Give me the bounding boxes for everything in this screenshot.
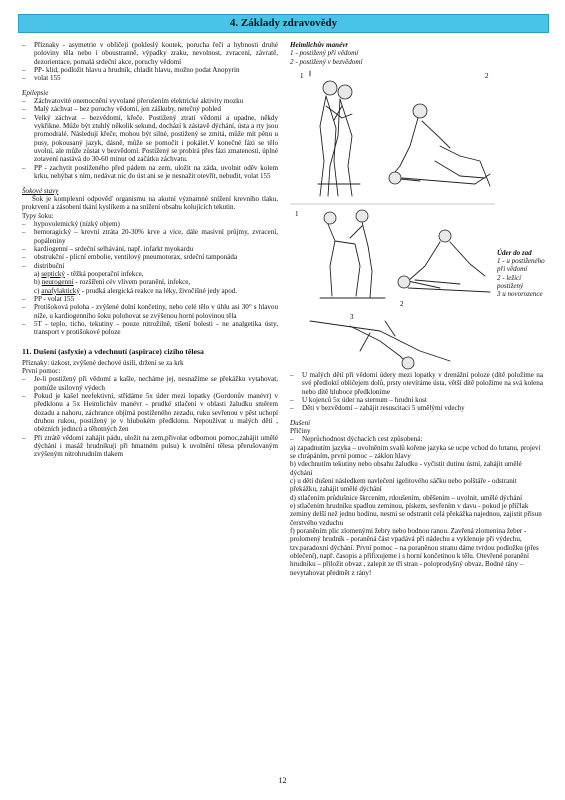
left-column: [22, 41, 278, 459]
illustration-heimlich-lying: [389, 104, 490, 186]
cause-d: d) stlačením průdušnice škrcením, rdoušením, oběšením – uvolnit, umělé dýchání: [290, 493, 523, 502]
illustration-heimlich-standing: [310, 71, 360, 196]
list-item: – hemoragický – krevní ztráta 20-30% krve a více, dále masivní průjmy, zvracení, popáleniny: [22, 228, 278, 245]
fig-label-2: 2: [485, 71, 489, 80]
list-item: – U malých dětí při vědomí údery mezi lopatky v drenážní poloze (dítě položíme na své předloktí obličejem dolů, prsty otevíráme ústa, větší dítě položíme na svá kolena nebo dítě hluboce předkloníme: [290, 371, 543, 396]
illustration-area: [290, 66, 543, 311]
suffocation-heading: Dušení: [290, 418, 311, 427]
list-item: – Při ztrátě vědomí zahájit pádu, uložit na zem,přivolat odbornou pomoc,zahájit umělé dýchání i masáž hrudníku(i při hmatném pulsu) k uvolnění tělesa přerušovaným zvýšeným nitrohrudním tlakem: [22, 434, 278, 459]
fig-label-2b: 2: [400, 299, 404, 308]
asphyxia-signs: Příznaky: úzkost, zvýšené dechové úsilí, držení se za krk: [22, 358, 184, 367]
list-item: – Děti v bezvědomí – zahájit resuscitaci 5 umělými vdechy: [290, 404, 543, 412]
subtype-c-label: c): [34, 286, 42, 295]
back-blow-line-2: 2 - ležící postižený: [497, 273, 524, 290]
shock-types-list: [22, 220, 278, 270]
children-list: [290, 371, 543, 413]
cause-c: c) u dětí dušení následkem navlečení igelitového sáčku nebo polštáře - odstranit překážku, zahájit umělé dýchání: [290, 477, 517, 494]
stroke-list: [22, 41, 278, 83]
list-item: – Příznaky - asymetrie v obličeji (pokleslý koutek, porucha řeči a hybnosti druhé poloviny těla nebo i oboustranně, výpadky zraku, nevolnost, zvracení, závratě, dezorientace, pomalá srdeční akce, poruchy vědomí: [22, 41, 278, 66]
heimlich-title: Heimlichův manévr: [290, 41, 349, 49]
cause-b: b) vdechnutím tekutiny nebo obsahu žaludku - vyčistit dutinu ústní, zahájit umělé dýchání: [290, 460, 522, 477]
epilepsy-list: [22, 97, 278, 180]
subtype-c-term: anafylaktický: [41, 286, 80, 295]
cause-a: a) zapadnutím jazyka – uvolněním svalů kořene jazyka se ucpe vchod do hrtanu, projeví se chrápáním, první pomoc – záklon hlavy: [290, 443, 541, 460]
back-blow-title: Úder do zad: [497, 248, 532, 257]
distributive-subtypes: [22, 270, 278, 295]
list-item: – Malý záchvat – bez poruchy vědomí, jen záškuby, netečný pohled: [22, 105, 278, 113]
page-number: 12: [278, 776, 287, 785]
list-item: – 5T - teplo, ticho, tekutiny - pouze nitrožilně, tišení bolesti - ne analgetika ústy, transport v protišokové poloze: [22, 320, 278, 337]
subtype-a: [34, 270, 278, 278]
list-item: – distribuční: [22, 262, 278, 270]
list-item: – Je-li postižený při vědomí a kašle, necháme jej, nesnažíme se překážku vytahovat, pomůže usilovný výdech: [22, 375, 278, 392]
subtype-a-term: septický: [41, 269, 65, 278]
page-footer: [0, 776, 565, 785]
list-item: – PP - volat 155: [22, 295, 278, 303]
fig-label-1: 1: [300, 71, 304, 80]
heimlich-line-1: 1 - postižený při vědomí: [290, 49, 359, 58]
cause-f: f) poraněním plic zlomenými žebry nebo bodnou ranou. Zavřená zlomenina žeber - prolomený hrudník - poraněná část vpadává při nádechu a vyklenuje při výdechu, tzv.paradoxní dýchání. První pomoc – na poraněnou stranu dáme tvrdou podložku (přes oblečení), např. časopis a přifixujeme i s horní končetinou k tělu. Otevřené poranění hrudníku – přiložit obvaz , zalepit ze tří stran - poloprodyšný obvaz. Bodné rány – nevytahovat předmět z rány!: [290, 527, 539, 577]
illustration-infant: [310, 321, 450, 369]
fig-label-1b: 1: [295, 209, 299, 218]
subtype-a-text: - těžká pooperační infekce,: [64, 269, 144, 278]
causes-list: [290, 435, 543, 443]
list-item: – Pokud je kašel neefektivní, střídáme 5x úder mezi lopatky (Gordonův manévr) v předklonu a 5x Heimlichův manévr - prudké stlačení v oblasti žaludku směrem dozadu a nahoru, záchrance objímá postiženého zezadu, ruku sevřenou v pěst uchopí druhou rukou, postižený je v hlubokém předklonu. Nepoužívat u malých dětí , obézních jedinců a těhotných žen: [22, 392, 278, 434]
shock-heading: Šokové stavy: [22, 186, 59, 195]
back-blow-caption: [497, 249, 547, 298]
subtype-b-label: b): [34, 278, 42, 287]
list-item: – PP - zachytit postiženého před pádem na zem, uložit na záda, uvolnit oděv kolem krku, nehýbat s ním, nedávat nic do úst ani se je nesnažit otevřít, nebudit, volat 155: [22, 164, 278, 181]
heimlich-caption: [290, 41, 543, 66]
list-item: – volat 155: [22, 74, 278, 82]
epilepsy-heading: Epilepsie: [22, 88, 49, 97]
list-item: – hypovolemický (nízký objem): [22, 220, 278, 228]
shock-intro: Šok je komplexní odpověď organismu na akutní významné snížení krevního tlaku, prokrvení a zásobení tkání kyslíkem a na snížení obsahu kolujících tekutin.: [22, 194, 278, 212]
subtype-c-text: - prudká alergická reakce na léky, živočišné jedy apod.: [79, 286, 238, 295]
causes-details: [290, 444, 543, 578]
subtype-a-label: a): [34, 269, 42, 278]
list-item: – Protišoková poloha - zvýšené dolní končetiny, nebo celé tělo v úhlu asi 30° s hlavou níže, u kardiogenního šoku polohovat se zvýšenou horní polovinou těla: [22, 303, 278, 320]
shock-care-list: [22, 295, 278, 337]
first-aid-heading: První pomoc:: [22, 367, 61, 376]
first-aid-illustration: [290, 66, 495, 311]
list-item: – U kojenců 5x úder na sternum – hrudní kost: [290, 396, 543, 404]
list-item: – Velký záchvat – bezvědomí, křeče. Postižený ztratí vědomí a upadne, někdy vykřikne. Může být ztuhlý několik sekund, dochází k zástavě dýchání, ústa a rty jsou promodralé. Následují křeče, mohou být silné, postižený se zmítá, může mít pěnu u pusy, pokousaný jazyk, dásně, může se pomočit i pokálet.V konečné fázi se tělo uvolní, ale může zůstat v bezvědomí. Postižený se probírá přes fázi zmatenosti, úplné zotavení nastává do 30-60 minut od začátku záchvatu.: [22, 114, 278, 164]
subtype-c: [34, 287, 278, 295]
page-title: 4. Základy zdravovědy: [229, 17, 338, 29]
list-item: – Neprůchodnost dýchacích cest způsobená:: [290, 435, 543, 443]
list-item: – PP- klid, podložit hlavu a hrudník, chladit hlavu, možno podat Anopyrin: [22, 66, 278, 74]
subtype-b-term: neurogenní: [41, 278, 74, 287]
list-item: – Záchvatovité onemocnění vyvolané přerušením elektrické aktivity mozku: [22, 97, 278, 105]
causes-heading: Příčiny: [290, 426, 311, 435]
list-item: – obstrukční - plicní embolie, ventilový pneumotorax, srdeční tamponáda: [22, 253, 278, 261]
infant-back-blow-illustration: [290, 311, 495, 371]
subtype-b: [34, 278, 278, 286]
subtype-b-text: - rozšíření cév vlivem poranění, infekce,: [73, 278, 191, 287]
right-column: [290, 41, 543, 577]
list-item: – kardiogenní – srdeční selhávání, např. infarkt myokardu: [22, 245, 278, 253]
infant-illustration-area: [290, 311, 543, 371]
page-title-banner: [18, 14, 549, 33]
back-blow-line-1: 1 - u postiženého při vědomí: [497, 257, 545, 274]
illustration-back-blows-lying: [398, 230, 490, 292]
fig-label-3: 3: [350, 312, 354, 321]
heimlich-line-2: 2 - postižený v bezvědomí: [290, 57, 363, 66]
back-blow-line-3: 3 u novorozence: [497, 289, 543, 298]
asphyxia-list: [22, 375, 278, 458]
shock-types-heading: Typy šoku:: [22, 211, 54, 220]
cause-e: e) stlačením hrudníku spadlou zeminou, pískem, sevřením v davu - pokud je příčlak zeminy delší než jednu hodinu, nesmí se odstranit celá překážka najednou, zajistit přísun čerstvého vzduchu: [290, 502, 542, 527]
asphyxia-heading: 11. Dušení (asfyxie) a vdechnutí (aspirace) cizího tělesa: [22, 346, 204, 356]
illustration-back-blows-standing: [320, 210, 385, 298]
